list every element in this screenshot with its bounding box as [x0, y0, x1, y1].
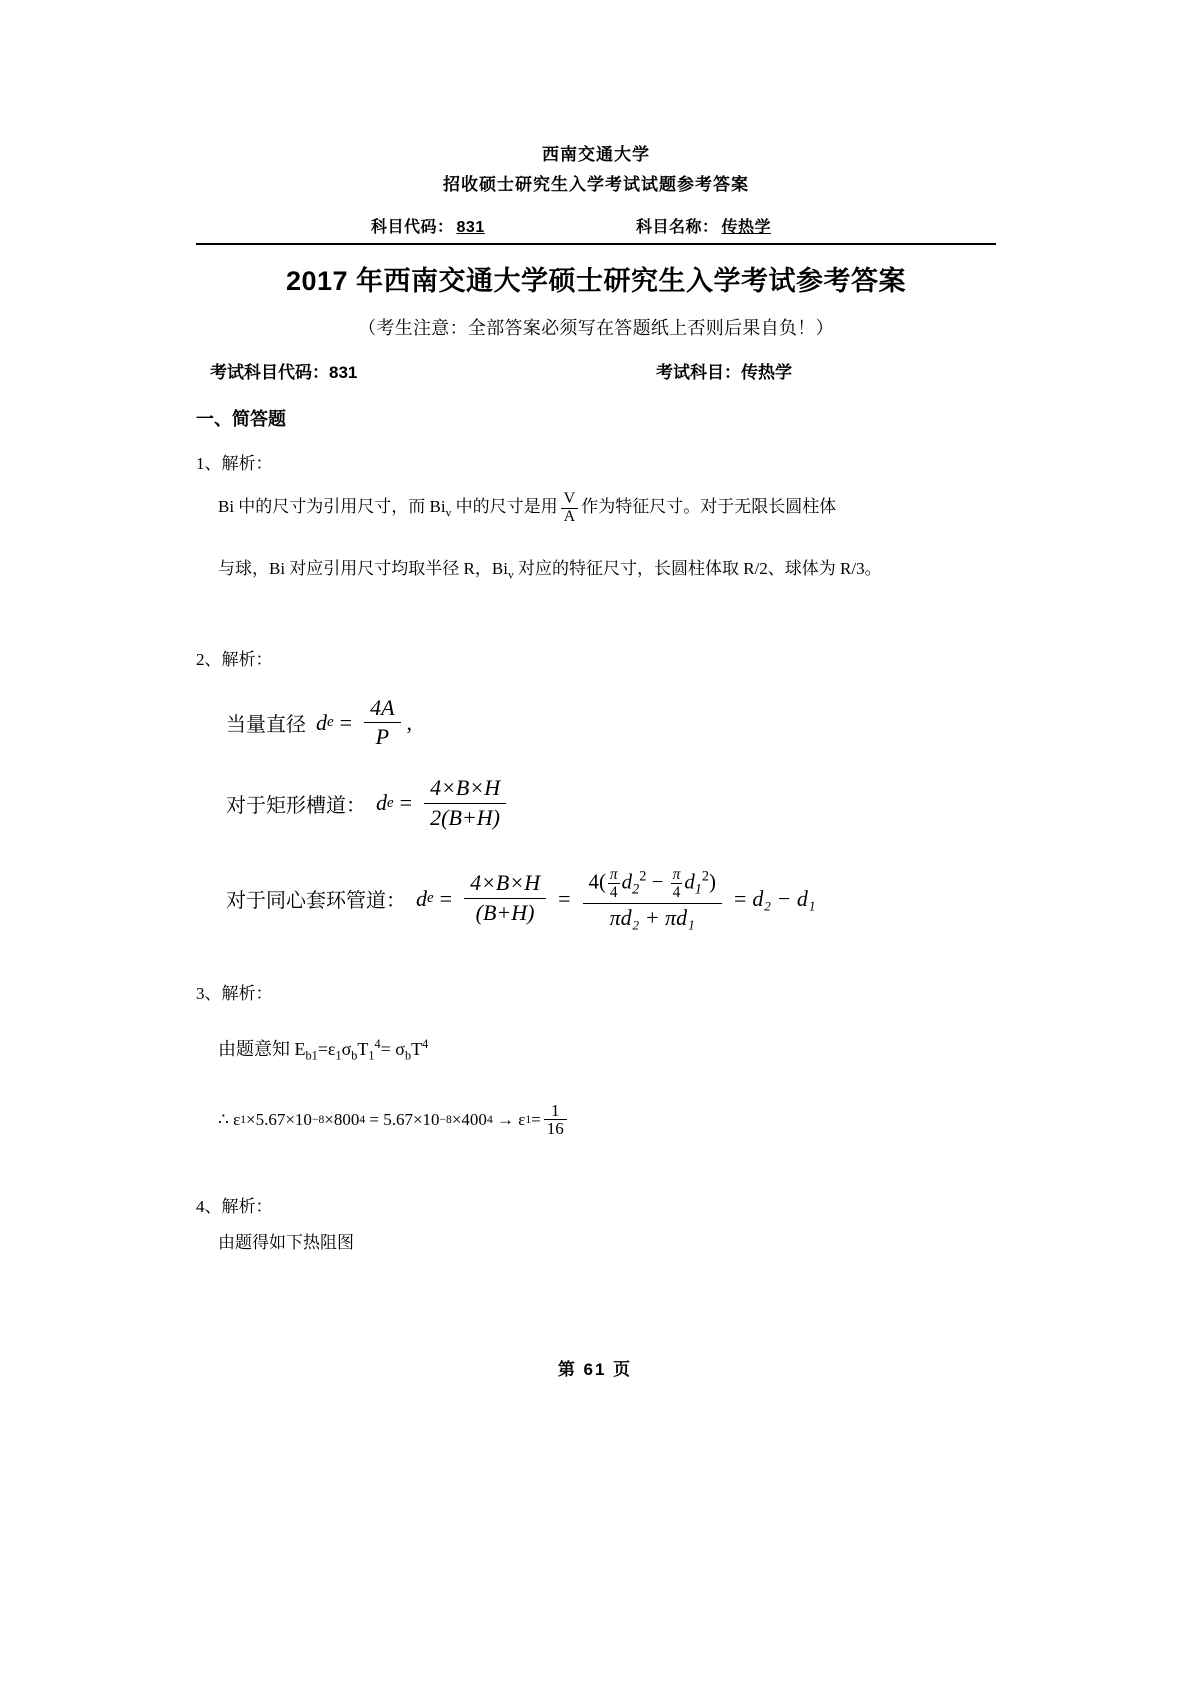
q1-frac-num: V — [561, 491, 579, 509]
q3-eq2-sup2: 4 — [359, 1112, 366, 1126]
exam-name-group — [616, 358, 996, 383]
subject-code-value: 831 — [456, 219, 485, 236]
q3-eq2-sup3: −8 — [439, 1112, 452, 1126]
university-name: 西南交通大学 — [542, 145, 650, 164]
q2-eq1-equals: = — [339, 709, 353, 735]
q1-line2-sub-v: v — [507, 568, 514, 582]
q2-eq2-equals: = — [399, 790, 413, 816]
q2-eq3-fraction-2 — [583, 866, 722, 931]
q3-eq1-sup-4: 4 — [374, 1036, 381, 1051]
q2-eq2-num: 4×B×H — [424, 776, 506, 804]
q3-eq2-sup1: −8 — [311, 1112, 325, 1126]
subject-name-group — [581, 214, 941, 237]
q1-frac-den: A — [563, 507, 576, 525]
q2-eq3-symbol: d — [416, 885, 427, 911]
q3-eq2-a: ∴ ε — [218, 1109, 241, 1129]
page-title: 2017 年西南交通大学硕士研究生入学考试参考答案 — [285, 266, 907, 296]
q3-eq1-sub-1: 1 — [335, 1048, 342, 1063]
q3-eq1-mid3: T — [357, 1038, 369, 1059]
q3-eq1-text: 由题意知 E — [218, 1038, 306, 1059]
q3-eq2-b: ×5.67×10 — [246, 1109, 312, 1129]
exam-code-value: 831 — [329, 363, 358, 382]
exam-info-row — [196, 358, 996, 383]
question-2-math — [196, 696, 996, 931]
question-1-label: 1、解析： — [196, 454, 273, 473]
q3-eq1-sup-4b: 4 — [422, 1036, 429, 1051]
q2-equation-1 — [226, 696, 996, 750]
q2-eq2-symbol-sub: e — [387, 794, 394, 811]
question-2-label: 2、解析： — [196, 649, 273, 669]
subject-name-label: 科目名称： — [636, 219, 719, 236]
q3-eq1-mid4: = σ — [380, 1038, 406, 1059]
question-4-text: 由题得如下热阻图 — [218, 1233, 354, 1253]
q3-eq2-frac-den: 16 — [546, 1119, 564, 1139]
q3-eq2-sub1: 1 — [240, 1112, 246, 1126]
q3-equation-2 — [196, 1102, 996, 1139]
q2-eq3-equals-3: = — [733, 885, 747, 911]
subject-info-row — [196, 214, 996, 237]
q3-eq1-sub-b1: b1 — [305, 1048, 318, 1063]
q3-eq2-sub2: 1 — [525, 1112, 532, 1126]
subject-code-label: 科目代码： — [371, 219, 454, 236]
q3-eq2-fraction — [544, 1102, 567, 1139]
q3-eq1-mid5: T — [411, 1038, 423, 1059]
q1-text-b: 中的尺寸是用 — [451, 497, 558, 516]
q3-eq2-e: ×400 — [451, 1109, 487, 1129]
q2-eq2-symbol: d — [376, 790, 387, 816]
exam-name-value: 传热学 — [741, 363, 792, 382]
q3-eq2-frac-num: 1 — [544, 1102, 567, 1121]
q2-eq3-equals-1: = — [439, 885, 453, 911]
q2-eq1-fraction — [364, 696, 400, 750]
q3-eq2-sup4: 4 — [486, 1112, 493, 1126]
q1-sub-v: v — [445, 506, 452, 520]
q2-eq1-lead: 当量直径 — [226, 714, 306, 737]
page-footer — [0, 1355, 1190, 1380]
q2-eq3-equals-2: = — [558, 885, 571, 911]
q3-eq2-d: = 5.67×10 — [369, 1109, 440, 1129]
q3-eq2-c: ×800 — [324, 1109, 360, 1129]
q3-eq1-sub-b2: b — [405, 1048, 412, 1063]
q3-eq1-sub-b: b — [351, 1048, 358, 1063]
q3-eq1-mid: =ε — [317, 1038, 336, 1059]
q1-line2-a: 与球，Bi 对应引用尺寸均取半径 R，Bi — [218, 559, 508, 579]
q2-eq1-comma: , — [406, 709, 413, 735]
university-header — [196, 140, 996, 200]
q2-eq3-num1: 4×B×H — [464, 871, 546, 899]
q3-eq1-sub-t1: 1 — [368, 1048, 375, 1063]
q2-eq2-den: 2(B+H) — [430, 804, 500, 830]
q2-equation-3 — [226, 866, 996, 931]
q2-eq3-result: d₂ − d₁ — [752, 885, 816, 911]
q2-eq3-num2: 4( $\frac{\pi}{4}$ $d_2^2$ − $\frac{\pi}{4}$ $d_1^2$) — [583, 866, 722, 904]
q2-eq2-lead: 对于矩形槽道： — [226, 794, 366, 817]
q2-eq2-fraction — [424, 776, 506, 830]
question-4-label: 4、解析： — [196, 1197, 273, 1217]
exam-name-label: 考试科目： — [656, 363, 741, 382]
question-1-paragraph-1 — [196, 484, 996, 536]
subject-code-group — [251, 214, 581, 237]
q2-eq1-symbol: d — [316, 709, 327, 735]
exam-code-label: 考试科目代码： — [210, 363, 329, 382]
q3-equation-1 — [196, 1024, 996, 1076]
q2-eq1-den: P — [375, 724, 390, 750]
page-number: 第 61 页 — [557, 1360, 633, 1379]
q2-eq1-num: 4A — [364, 696, 400, 724]
q1-text-c: 作为特征尺寸。对于无限长圆柱体 — [581, 497, 837, 516]
q2-eq3-den2: πd₂ + πd₁ — [609, 905, 695, 931]
q1-text-a: Bi 中的尺寸为引用尺寸，而 Bi — [218, 497, 446, 516]
q3-eq2-g: = — [531, 1109, 541, 1129]
q2-equation-2 — [226, 776, 996, 830]
question-3-label: 3、解析： — [196, 983, 273, 1003]
subject-name-value: 传热学 — [721, 219, 772, 236]
document-content — [196, 140, 996, 1257]
q2-eq3-lead: 对于同心套环管道： — [226, 890, 406, 913]
candidate-notice: （考生注意：全部答案必须写在答题纸上否则后果自负！） — [358, 318, 834, 338]
q2-eq3-fraction-1 — [464, 871, 546, 925]
q3-eq2-f: → ε — [496, 1109, 526, 1129]
header-divider — [196, 243, 996, 245]
exam-code-group — [196, 358, 616, 383]
q2-eq3-symbol-sub: e — [427, 890, 434, 907]
q3-eq1-mid2: σ — [341, 1038, 352, 1059]
q1-fraction-v-over-a — [561, 491, 579, 526]
q1-line2-b: 对应的特征尺寸，长圆柱体取 R/2、球体为 R/3。 — [513, 559, 882, 579]
exam-paper-subtitle: 招收硕士研究生入学考试试题参考答案 — [443, 175, 749, 194]
section-heading-short-answer: 一、简答题 — [196, 409, 286, 429]
question-1-paragraph-2 — [196, 546, 996, 598]
q2-eq1-symbol-sub: e — [327, 714, 334, 731]
q2-eq3-den1: (B+H) — [475, 900, 535, 926]
